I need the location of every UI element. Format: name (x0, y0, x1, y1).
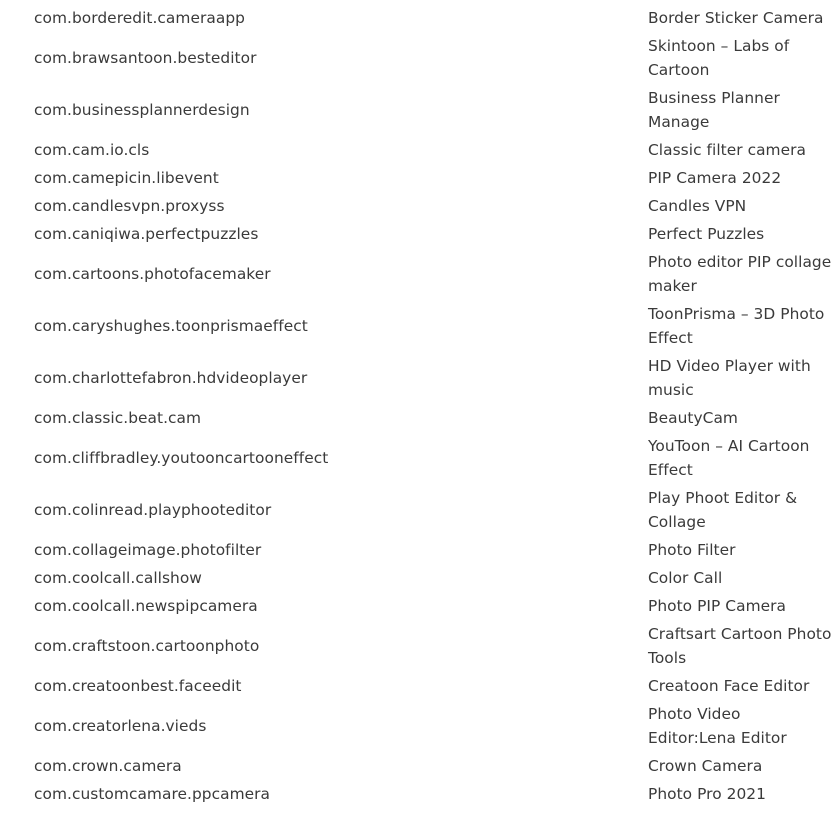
app-name-cell: Border Sticker Camera (648, 9, 824, 27)
table-row (0, 220, 839, 248)
table-row (0, 136, 839, 164)
table-row (0, 192, 839, 220)
app-name-cell: Photo Video Editor:Lena Editor (648, 705, 787, 747)
table-row (0, 4, 839, 32)
package-name-cell: com.businessplannerdesign (34, 101, 250, 119)
app-name-cell: Candles VPN (648, 197, 747, 215)
table-row (0, 592, 839, 620)
package-name-cell: com.charlottefabron.hdvideoplayer (34, 369, 308, 387)
app-name-cell: ToonPrisma – 3D Photo Effect (648, 305, 825, 347)
package-name-cell: com.creatoonbest.faceedit (34, 677, 242, 695)
package-name-cell: com.brawsantoon.besteditor (34, 49, 257, 67)
package-name-cell: com.caryshughes.toonprismaeffect (34, 317, 308, 335)
table-row (0, 620, 839, 672)
app-name-cell: Crown Camera (648, 757, 763, 775)
table-row (0, 32, 839, 84)
package-name-cell: com.coolcall.callshow (34, 569, 202, 587)
app-name-cell: Photo PIP Camera (648, 597, 786, 615)
package-name-cell: com.camepicin.libevent (34, 169, 219, 187)
table-body (0, 4, 839, 808)
app-name-cell: Play Phoot Editor & Collage (648, 489, 798, 531)
app-name-cell: HD Video Player with music (648, 357, 811, 399)
table-row (0, 564, 839, 592)
app-name-cell: Perfect Puzzles (648, 225, 765, 243)
package-name-cell: com.caniqiwa.perfectpuzzles (34, 225, 259, 243)
table-row (0, 248, 839, 300)
table-row (0, 672, 839, 700)
app-name-cell: BeautyCam (648, 409, 738, 427)
app-name-cell: Business Planner Manage (648, 89, 780, 131)
app-name-cell: YouToon – AI Cartoon Effect (648, 437, 810, 479)
app-name-cell: Photo Filter (648, 541, 736, 559)
package-name-cell: com.borderedit.cameraapp (34, 9, 245, 27)
app-name-cell: Photo editor PIP collage maker (648, 253, 832, 295)
app-name-cell: Classic filter camera (648, 141, 806, 159)
app-name-cell: Skintoon – Labs of Cartoon (648, 37, 790, 79)
package-name-cell: com.craftstoon.cartoonphoto (34, 637, 260, 655)
package-name-cell: com.cam.io.cls (34, 141, 150, 159)
package-name-cell: com.classic.beat.cam (34, 409, 202, 427)
app-name-cell: Color Call (648, 569, 723, 587)
package-name-cell: com.candlesvpn.proxyss (34, 197, 225, 215)
table-row (0, 164, 839, 192)
package-name-cell: com.coolcall.newspipcamera (34, 597, 258, 615)
app-name-cell: PIP Camera 2022 (648, 169, 782, 187)
table-row (0, 484, 839, 536)
table-row (0, 432, 839, 484)
table-row (0, 300, 839, 352)
table-row (0, 84, 839, 136)
table-row (0, 404, 839, 432)
table-row (0, 352, 839, 404)
package-name-cell: com.collageimage.photofilter (34, 541, 262, 559)
package-name-cell: com.cartoons.photofacemaker (34, 265, 271, 283)
package-name-cell: com.colinread.playphooteditor (34, 501, 272, 519)
package-name-cell: com.creatorlena.vieds (34, 717, 207, 735)
package-name-cell: com.customcamare.ppcamera (34, 785, 271, 803)
package-name-cell: com.cliffbradley.youtooncartooneffect (34, 449, 329, 467)
table-row (0, 780, 839, 808)
app-name-cell: Craftsart Cartoon Photo Tools (648, 625, 832, 667)
app-package-table-container (0, 4, 839, 808)
table-row (0, 700, 839, 752)
table-row (0, 752, 839, 780)
table-row (0, 536, 839, 564)
package-name-cell: com.crown.camera (34, 757, 182, 775)
app-name-cell: Photo Pro 2021 (648, 785, 766, 803)
app-name-cell: Creatoon Face Editor (648, 677, 810, 695)
app-package-table (0, 4, 839, 808)
